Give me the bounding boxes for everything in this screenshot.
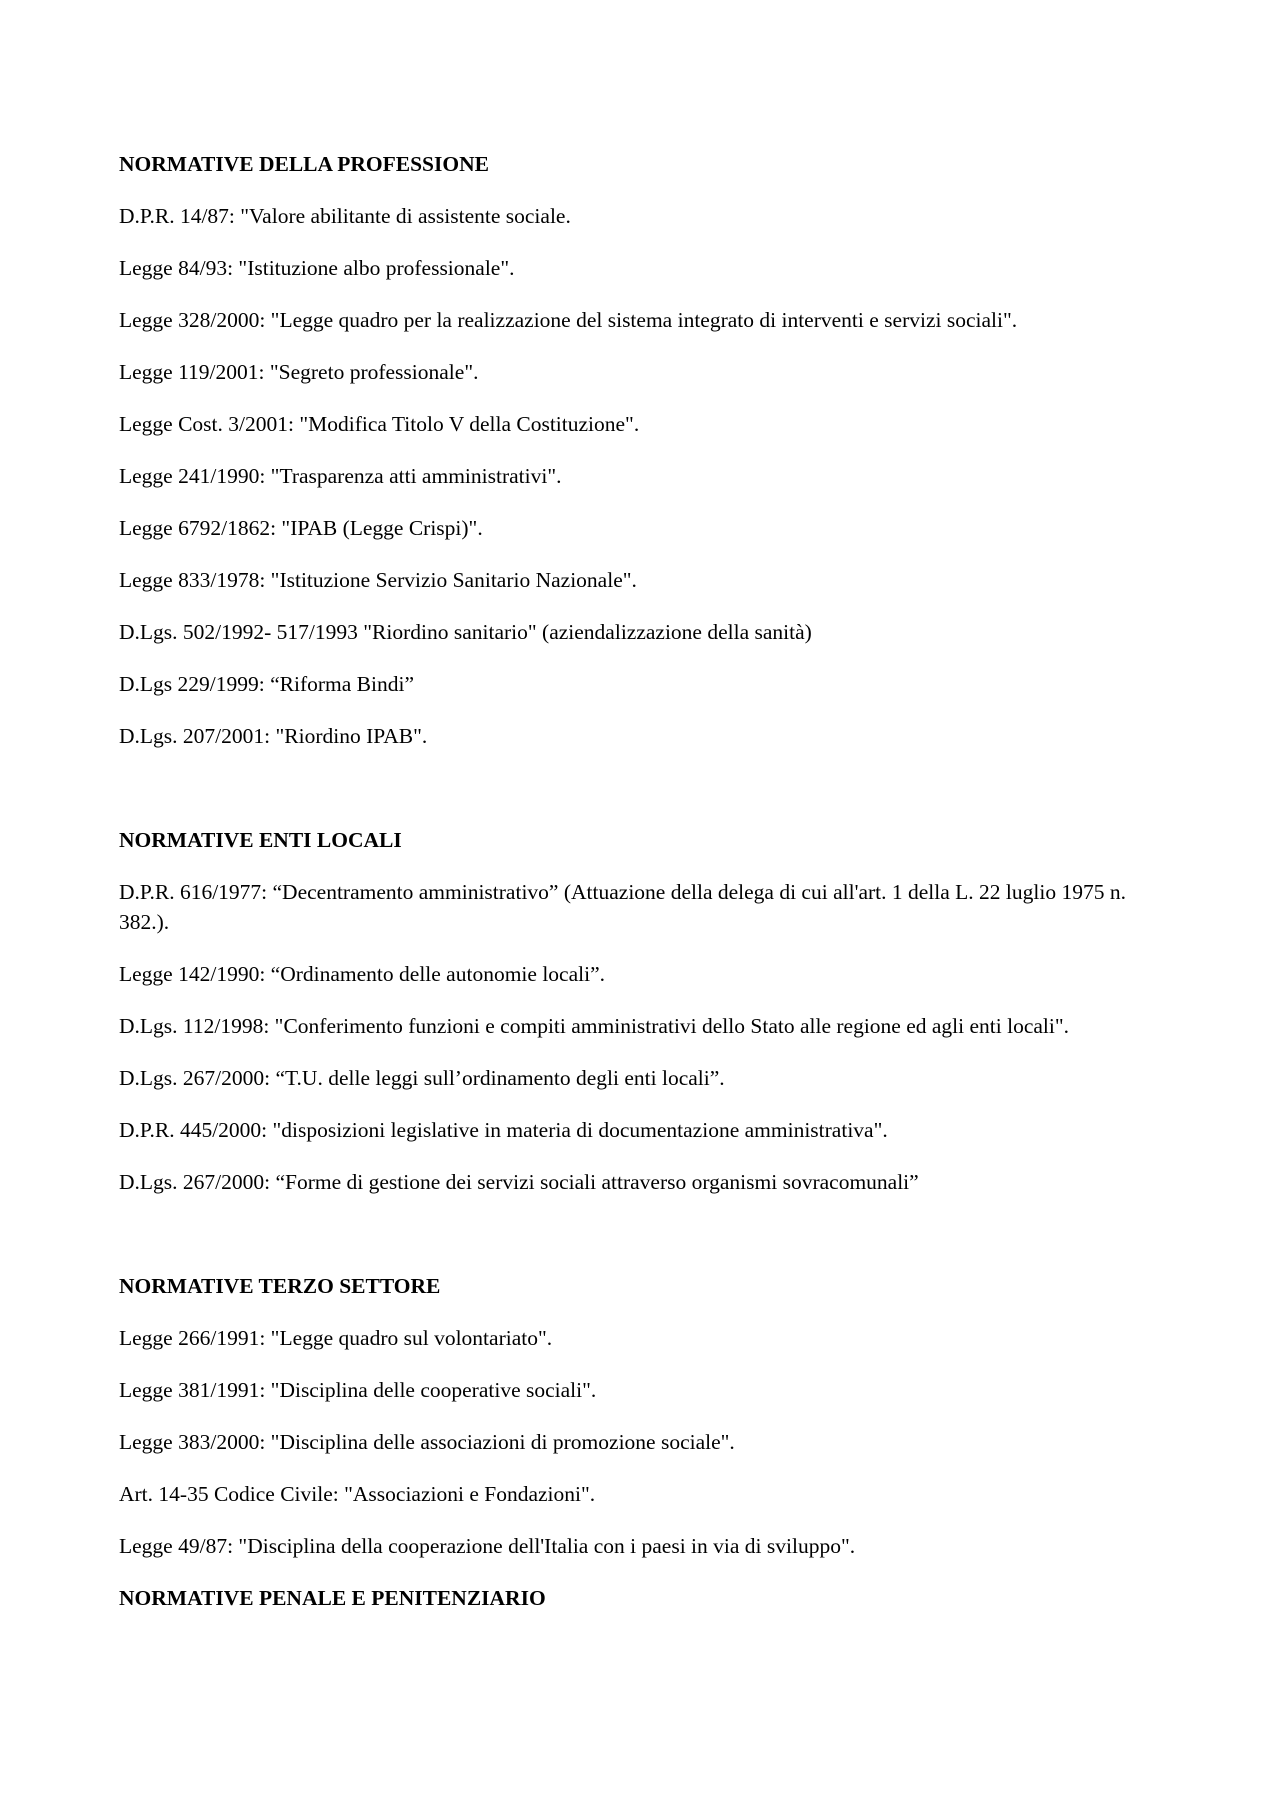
list-item: Legge 383/2000: "Disciplina delle associazioni di promozione sociale". (119, 1430, 735, 1454)
section-spacer (119, 1561, 1159, 1583)
list-item: Legge 142/1990: “Ordinamento delle autonomie locali”. (119, 962, 605, 986)
list-item: D.Lgs. 267/2000: “Forme di gestione dei servizi sociali attraverso organismi sovracomunali” (119, 1170, 919, 1194)
section-heading: NORMATIVE ENTI LOCALI (119, 828, 402, 852)
list-item: Legge Cost. 3/2001: "Modifica Titolo V della Costituzione". (119, 412, 640, 436)
section-heading: NORMATIVE PENALE E PENITENZIARIO (119, 1586, 546, 1610)
section-terzo-settore (119, 1271, 1159, 1561)
list-item: D.Lgs 229/1999: “Riforma Bindi” (119, 672, 414, 696)
list-item: Art. 14-35 Codice Civile: "Associazioni e Fondazioni". (119, 1482, 596, 1506)
list-item: Legge 241/1990: "Trasparenza atti amministrativi". (119, 464, 562, 488)
list-item: D.P.R. 14/87: "Valore abilitante di assistente sociale. (119, 204, 571, 228)
list-item: Legge 328/2000: "Legge quadro per la realizzazione del sistema integrato di interventi e servizi sociali". (119, 308, 1018, 332)
list-item: D.P.R. 445/2000: "disposizioni legislative in materia di documentazione amministrativa". (119, 1118, 888, 1142)
list-item: D.Lgs. 112/1998: "Conferimento funzioni e compiti amministrativi dello Stato alle regione ed agli enti locali". (119, 1014, 1070, 1038)
section-spacer (119, 1197, 1159, 1271)
document-body (119, 149, 1159, 1613)
list-item: Legge 49/87: "Disciplina della cooperazione dell'Italia con i paesi in via di sviluppo". (119, 1534, 856, 1558)
section-spacer (119, 751, 1159, 825)
section-professione (119, 149, 1159, 751)
list-item: Legge 119/2001: "Segreto professionale". (119, 360, 479, 384)
list-item: Legge 833/1978: "Istituzione Servizio Sanitario Nazionale". (119, 568, 637, 592)
list-item: D.Lgs. 207/2001: "Riordino IPAB". (119, 724, 428, 748)
section-penale-penitenziario (119, 1583, 1159, 1613)
section-heading: NORMATIVE TERZO SETTORE (119, 1274, 441, 1298)
list-item: Legge 6792/1862: "IPAB (Legge Crispi)". (119, 516, 483, 540)
list-item: Legge 266/1991: "Legge quadro sul volontariato". (119, 1326, 553, 1350)
list-item: D.Lgs. 267/2000: “T.U. delle leggi sull’ordinamento degli enti locali”. (119, 1066, 725, 1090)
section-enti-locali (119, 825, 1159, 1197)
list-item: Legge 84/93: "Istituzione albo professionale". (119, 256, 515, 280)
list-item: D.Lgs. 502/1992- 517/1993 "Riordino sanitario" (aziendalizzazione della sanità) (119, 620, 812, 644)
list-item: D.P.R. 616/1977: “Decentramento amministrativo” (Attuazione della delega di cui all'art. 1 della L. 22 luglio 1975 n. 382.). (119, 880, 1126, 934)
section-heading: NORMATIVE DELLA PROFESSIONE (119, 152, 489, 176)
list-item: Legge 381/1991: "Disciplina delle cooperative sociali". (119, 1378, 597, 1402)
